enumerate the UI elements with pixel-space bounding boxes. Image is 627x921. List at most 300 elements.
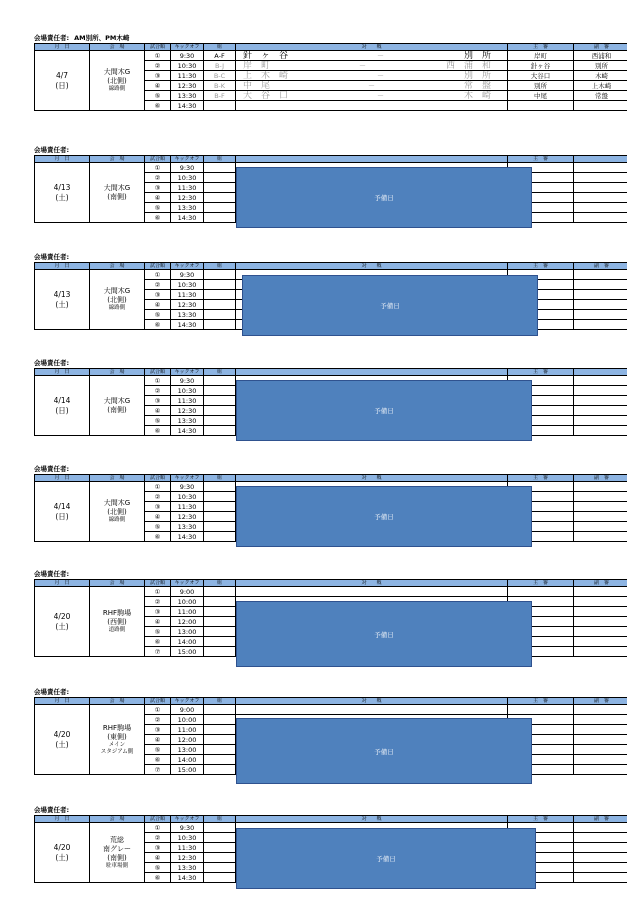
header-match <box>236 698 508 705</box>
reserve-day-label: 予備日 <box>380 302 400 310</box>
kickoff-value: 10:30 <box>177 173 197 182</box>
match-order <box>145 863 171 873</box>
date-month-day: 4/13 <box>53 182 71 192</box>
venue-name-line: 大間木G <box>103 396 131 405</box>
group-code: B-K <box>213 81 226 90</box>
versus-dash: － <box>377 91 384 100</box>
header-assistant-label: 副 審 <box>593 263 609 269</box>
order-mark: ① <box>154 587 161 596</box>
group-cell <box>204 607 236 617</box>
header-assistant-label: 副 審 <box>593 44 609 50</box>
venue-name-line: (南側) <box>107 853 127 862</box>
assistant-cell <box>574 320 627 330</box>
date-cell <box>35 270 90 330</box>
header-order <box>145 44 171 51</box>
group-cell <box>204 386 236 396</box>
kickoff-value: 14:30 <box>177 101 197 110</box>
order-mark: ② <box>154 597 161 606</box>
group-cell <box>204 91 236 101</box>
assistant-cell <box>574 502 627 512</box>
header-assistant <box>574 475 627 482</box>
match-order <box>145 396 171 406</box>
team-away: 木崎 <box>463 90 500 101</box>
venue-name-line: 大間木G <box>103 183 131 192</box>
assistant-cell <box>574 522 627 532</box>
date-weekday: (土) <box>55 299 69 309</box>
order-mark: ⑦ <box>154 765 161 774</box>
assistant-cell <box>574 512 627 522</box>
group-cell <box>204 213 236 223</box>
group-cell <box>204 290 236 300</box>
group-cell <box>204 81 236 91</box>
header-kickoff <box>171 475 204 482</box>
header-match-label: 対 戦 <box>361 263 382 269</box>
match-order <box>145 290 171 300</box>
header-venue <box>90 698 145 705</box>
order-mark: ④ <box>154 193 161 202</box>
venue-cell <box>90 587 145 657</box>
header-order-label: 試合順 <box>149 156 165 162</box>
kickoff-time <box>171 193 204 203</box>
group-cell <box>204 755 236 765</box>
kickoff-time <box>171 863 204 873</box>
group-cell <box>204 522 236 532</box>
group-cell <box>204 300 236 310</box>
order-mark: ② <box>154 61 161 70</box>
match-order <box>145 607 171 617</box>
kickoff-value: 13:30 <box>177 522 197 531</box>
order-mark: ⑥ <box>154 873 161 882</box>
team-home: 中尾 <box>243 80 280 91</box>
team-away: 常盤 <box>463 80 500 91</box>
group-cell <box>204 426 236 436</box>
group-code: B-F <box>214 91 225 100</box>
order-mark: ② <box>154 280 161 289</box>
venue-name-line: 大間木G <box>103 68 131 76</box>
header-kickoff <box>171 580 204 587</box>
order-mark: ⑤ <box>154 203 161 212</box>
assistant-cell <box>574 290 627 300</box>
assistant-cell <box>574 376 627 386</box>
match-cell <box>236 71 508 81</box>
group-cell <box>204 406 236 416</box>
assistant-cell <box>574 183 627 193</box>
kickoff-time <box>171 416 204 426</box>
group-cell <box>204 310 236 320</box>
match-cell <box>236 91 508 101</box>
match-order <box>145 725 171 735</box>
kickoff-time <box>171 426 204 436</box>
kickoff-time <box>171 376 204 386</box>
reserve-day-label: 予備日 <box>374 513 394 521</box>
kickoff-value: 9:30 <box>179 51 195 60</box>
reserve-day-box <box>242 275 538 336</box>
header-referee-label: 主 審 <box>532 475 548 481</box>
header-assistant <box>574 156 627 163</box>
assistant-cell <box>574 823 627 833</box>
kickoff-value: 11:00 <box>177 725 197 734</box>
order-mark: ② <box>154 833 161 842</box>
assistant-cell <box>574 627 627 637</box>
responsible-label: 会場責任者: <box>34 465 70 473</box>
header-venue-label: 会 場 <box>109 369 125 375</box>
header-date <box>35 698 90 705</box>
header-assistant-label: 副 審 <box>593 816 609 822</box>
assistant-cell <box>574 280 627 290</box>
group-cell <box>204 183 236 193</box>
kickoff-time <box>171 173 204 183</box>
assistant-cell <box>574 735 627 745</box>
kickoff-value: 13:30 <box>177 91 197 100</box>
header-match-label: 対 戦 <box>361 580 382 586</box>
header-order-label: 試合順 <box>149 816 165 822</box>
match-order <box>145 386 171 396</box>
header-date-label: 月 日 <box>54 369 70 375</box>
group-cell <box>204 725 236 735</box>
match-order <box>145 823 171 833</box>
header-referee-label: 主 審 <box>532 156 548 162</box>
team-home: 岸町 <box>243 60 280 71</box>
match-order <box>145 406 171 416</box>
order-mark: ⑤ <box>154 745 161 754</box>
table-row <box>35 705 627 715</box>
match-order <box>145 532 171 542</box>
match-order <box>145 853 171 863</box>
date-weekday: (土) <box>55 621 69 631</box>
date-weekday: (日) <box>55 511 69 521</box>
assistant-cell <box>574 310 627 320</box>
header-kickoff-label: キックオフ <box>174 156 200 162</box>
team-home: 針ヶ谷 <box>243 50 298 61</box>
table-header-row <box>35 156 627 163</box>
team-away: 別所 <box>463 50 500 61</box>
kickoff-time <box>171 647 204 657</box>
group-cell <box>204 163 236 173</box>
date-month-day: 4/14 <box>53 395 71 405</box>
reserve-day-box <box>236 380 532 441</box>
venue-cell <box>90 705 145 775</box>
match-order <box>145 755 171 765</box>
group-cell <box>204 280 236 290</box>
match-order <box>145 81 171 91</box>
reserve-day-box <box>236 167 532 228</box>
header-date-label: 月 日 <box>54 816 70 822</box>
kickoff-time <box>171 755 204 765</box>
assistant-cell <box>574 482 627 492</box>
date-cell <box>35 705 90 775</box>
reserve-day-label: 予備日 <box>374 194 394 202</box>
order-mark: ⑥ <box>154 532 161 541</box>
table-row <box>35 51 627 61</box>
group-cell <box>204 647 236 657</box>
group-cell <box>204 396 236 406</box>
kickoff-time <box>171 725 204 735</box>
header-group-label: 組 <box>216 475 222 481</box>
order-mark: ⑤ <box>154 863 161 872</box>
header-kickoff-label: キックオフ <box>174 816 200 822</box>
header-venue <box>90 263 145 270</box>
header-assistant-label: 副 審 <box>593 698 609 704</box>
date-month-day: 4/20 <box>53 611 71 621</box>
table-row <box>35 587 627 597</box>
referee-name: 大谷口 <box>530 71 551 80</box>
assistant-cell <box>574 637 627 647</box>
assistant-cell <box>574 863 627 873</box>
group-cell <box>204 71 236 81</box>
assistant-cell <box>574 755 627 765</box>
kickoff-time <box>171 300 204 310</box>
kickoff-time <box>171 853 204 863</box>
match-order <box>145 843 171 853</box>
header-date <box>35 580 90 587</box>
kickoff-value: 9:00 <box>179 705 195 714</box>
header-date-label: 月 日 <box>54 44 70 50</box>
assistant-cell <box>574 492 627 502</box>
group-cell <box>204 502 236 512</box>
match-order <box>145 715 171 725</box>
assistant-name: 常盤 <box>595 91 608 100</box>
order-mark: ⑥ <box>154 755 161 764</box>
kickoff-value: 14:00 <box>177 637 197 646</box>
kickoff-value: 12:30 <box>177 406 197 415</box>
match-cell <box>236 61 508 71</box>
kickoff-value: 11:00 <box>177 607 197 616</box>
header-venue <box>90 369 145 376</box>
match-order <box>145 745 171 755</box>
venue-note: 線路側 <box>108 86 126 92</box>
date-cell <box>35 587 90 657</box>
kickoff-time <box>171 101 204 111</box>
referee-cell <box>508 705 574 715</box>
kickoff-time <box>171 765 204 775</box>
header-venue-label: 会 場 <box>109 816 125 822</box>
kickoff-value: 10:30 <box>177 492 197 501</box>
group-cell <box>204 745 236 755</box>
header-referee <box>508 156 574 163</box>
order-mark: ⑤ <box>154 522 161 531</box>
kickoff-value: 9:30 <box>179 270 195 279</box>
venue-responsible-line <box>34 146 69 155</box>
kickoff-value: 12:00 <box>177 617 197 626</box>
match-order <box>145 587 171 597</box>
kickoff-time <box>171 833 204 843</box>
order-mark: ⑤ <box>154 627 161 636</box>
order-mark: ① <box>154 482 161 491</box>
header-group-label: 組 <box>216 369 222 375</box>
match-order <box>145 873 171 883</box>
order-mark: ④ <box>154 512 161 521</box>
header-assistant <box>574 698 627 705</box>
versus-dash: － <box>368 81 375 90</box>
group-cell <box>204 416 236 426</box>
referee-name: 針ヶ谷 <box>530 61 551 70</box>
header-order <box>145 816 171 823</box>
header-order-label: 試合順 <box>149 698 165 704</box>
order-mark: ① <box>154 51 161 60</box>
header-order-label: 試合順 <box>149 580 165 586</box>
date-weekday: (日) <box>55 405 69 415</box>
header-kickoff-label: キックオフ <box>174 263 200 269</box>
kickoff-value: 10:30 <box>177 386 197 395</box>
kickoff-time <box>171 735 204 745</box>
header-group-label: 組 <box>216 44 222 50</box>
venue-note: メイン <box>108 741 126 748</box>
assistant-cell <box>574 163 627 173</box>
kickoff-value: 15:00 <box>177 647 197 656</box>
group-cell <box>204 843 236 853</box>
assistant-name: 木崎 <box>595 71 608 80</box>
kickoff-time <box>171 396 204 406</box>
header-venue <box>90 44 145 51</box>
assistant-cell <box>574 386 627 396</box>
referee-cell <box>508 71 574 81</box>
header-kickoff <box>171 816 204 823</box>
header-group-label: 組 <box>216 816 222 822</box>
order-mark: ⑥ <box>154 213 161 222</box>
header-venue-label: 会 場 <box>109 475 125 481</box>
group-cell <box>204 637 236 647</box>
group-cell <box>204 482 236 492</box>
order-mark: ⑤ <box>154 310 161 319</box>
header-group-label: 組 <box>216 156 222 162</box>
header-order <box>145 580 171 587</box>
group-code: B-C <box>213 71 226 80</box>
header-kickoff <box>171 698 204 705</box>
order-mark: ④ <box>154 300 161 309</box>
match-order <box>145 163 171 173</box>
assistant-cell <box>574 765 627 775</box>
date-month-day: 4/14 <box>53 501 71 511</box>
venue-name-line: (西側) <box>107 618 127 626</box>
kickoff-value: 11:30 <box>177 71 197 80</box>
date-weekday: (土) <box>55 192 69 202</box>
table-header-row <box>35 580 627 587</box>
match-order <box>145 482 171 492</box>
group-cell <box>204 597 236 607</box>
header-kickoff-label: キックオフ <box>174 580 200 586</box>
venue-name-line: 荒総 <box>110 835 124 844</box>
order-mark: ⑤ <box>154 91 161 100</box>
header-kickoff <box>171 369 204 376</box>
header-match <box>236 263 508 270</box>
date-cell <box>35 482 90 542</box>
assistant-cell <box>574 101 627 111</box>
date-weekday: (日) <box>55 80 69 90</box>
match-order <box>145 492 171 502</box>
kickoff-time <box>171 290 204 300</box>
match-order <box>145 833 171 843</box>
order-mark: ④ <box>154 81 161 90</box>
kickoff-value: 12:30 <box>177 853 197 862</box>
header-group <box>204 44 236 51</box>
responsible-value: AM別所、PM木崎 <box>74 34 130 42</box>
kickoff-time <box>171 492 204 502</box>
match-order <box>145 51 171 61</box>
kickoff-time <box>171 627 204 637</box>
match-order <box>145 71 171 81</box>
header-kickoff <box>171 263 204 270</box>
versus-dash: － <box>377 71 384 80</box>
header-date <box>35 369 90 376</box>
kickoff-value: 9:30 <box>179 482 195 491</box>
assistant-name: 西浦和 <box>591 51 612 60</box>
header-referee-label: 主 審 <box>532 698 548 704</box>
header-order-label: 試合順 <box>149 263 165 269</box>
match-order <box>145 101 171 111</box>
assistant-cell <box>574 532 627 542</box>
header-referee <box>508 816 574 823</box>
kickoff-time <box>171 91 204 101</box>
team-home: 大谷口 <box>243 90 298 101</box>
date-month-day: 4/20 <box>53 729 71 739</box>
venue-cell <box>90 51 145 111</box>
kickoff-value: 13:00 <box>177 627 197 636</box>
order-mark: ② <box>154 715 161 724</box>
venue-responsible-line <box>34 359 69 368</box>
order-mark: ④ <box>154 617 161 626</box>
kickoff-time <box>171 482 204 492</box>
header-kickoff-label: キックオフ <box>174 44 200 50</box>
group-cell <box>204 627 236 637</box>
match-order <box>145 637 171 647</box>
group-cell <box>204 376 236 386</box>
header-group <box>204 580 236 587</box>
table-header-row <box>35 698 627 705</box>
order-mark: ④ <box>154 853 161 862</box>
kickoff-time <box>171 617 204 627</box>
kickoff-value: 9:30 <box>179 823 195 832</box>
venue-name-line: (北側) <box>107 296 127 304</box>
date-weekday: (土) <box>55 852 69 862</box>
header-match <box>236 475 508 482</box>
header-venue-label: 会 場 <box>109 698 125 704</box>
kickoff-value: 10:00 <box>177 715 197 724</box>
venue-responsible-line <box>34 806 69 815</box>
kickoff-time <box>171 280 204 290</box>
header-match <box>236 156 508 163</box>
header-referee-label: 主 審 <box>532 44 548 50</box>
header-group-label: 組 <box>216 263 222 269</box>
match-pairing <box>236 92 507 100</box>
assistant-cell <box>574 193 627 203</box>
match-order <box>145 280 171 290</box>
responsible-label: 会場責任者: <box>34 806 70 814</box>
table-header-row <box>35 44 627 51</box>
order-mark: ⑥ <box>154 101 161 110</box>
match-cell <box>236 51 508 61</box>
venue-responsible-line <box>34 253 69 262</box>
assistant-cell <box>574 647 627 657</box>
match-pairing <box>236 72 507 80</box>
match-order <box>145 173 171 183</box>
reserve-day-label: 予備日 <box>374 630 394 639</box>
order-mark: ③ <box>154 396 161 405</box>
reserve-day-label: 予備日 <box>376 855 396 863</box>
kickoff-value: 14:30 <box>177 426 197 435</box>
group-cell <box>204 715 236 725</box>
match-order <box>145 512 171 522</box>
kickoff-time <box>171 270 204 280</box>
header-date <box>35 816 90 823</box>
venue-cell <box>90 823 145 883</box>
header-order-label: 試合順 <box>149 369 165 375</box>
assistant-cell <box>574 270 627 280</box>
kickoff-value: 10:30 <box>177 61 197 70</box>
kickoff-value: 14:30 <box>177 320 197 329</box>
group-cell <box>204 61 236 71</box>
kickoff-value: 13:30 <box>177 203 197 212</box>
header-match <box>236 580 508 587</box>
